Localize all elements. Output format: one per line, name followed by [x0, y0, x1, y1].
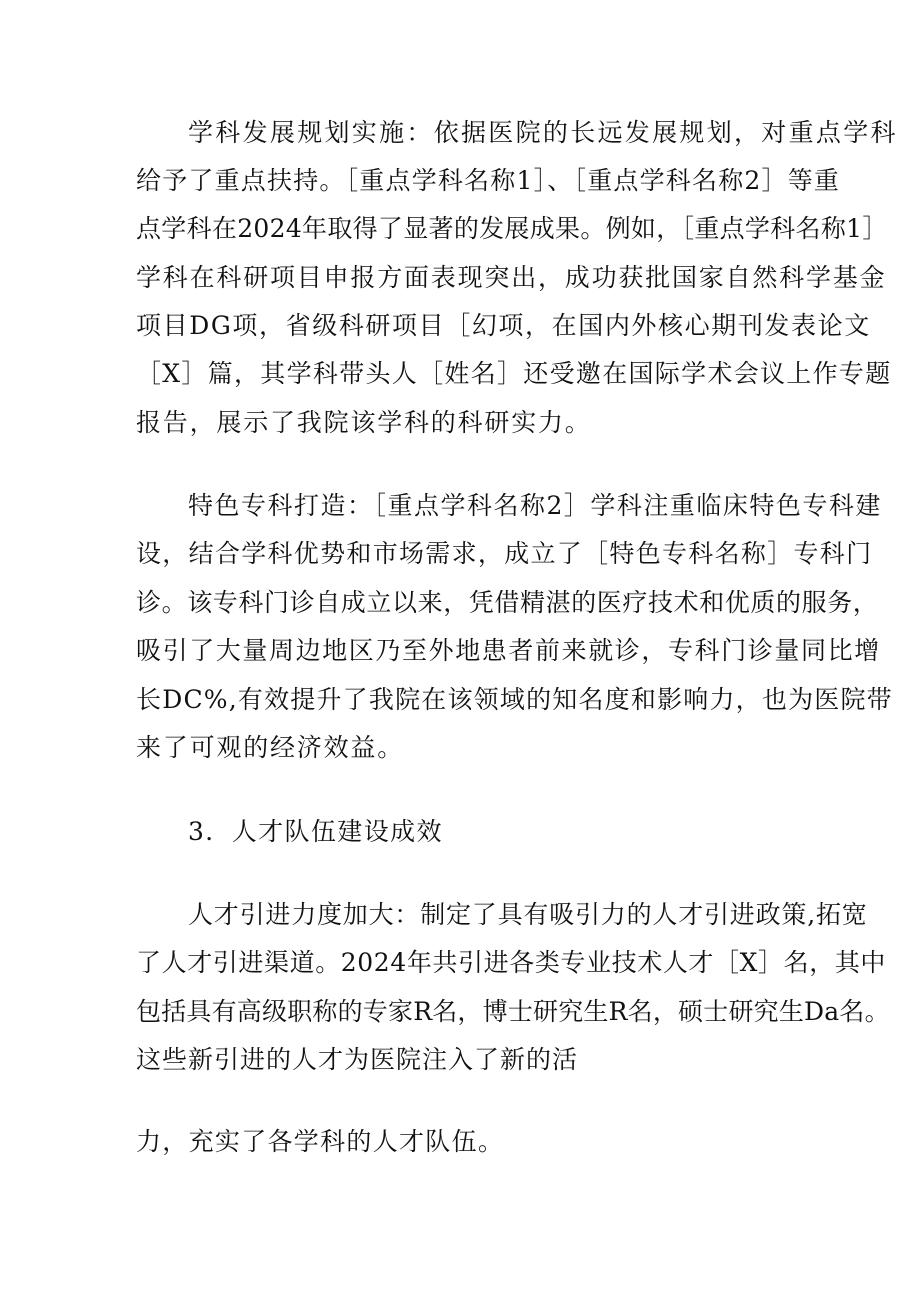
- text-line: 点学科在2024年取得了显著的发展成果。例如，［重点学科名称1］: [136, 214, 888, 243]
- text-line: 来了可观的经济效益。: [136, 733, 405, 762]
- text-line: 设，结合学科优势和市场需求，成立了［特色专科名称］专科门: [136, 539, 873, 568]
- text-line: 学科在科研项目申报方面表现突出，成功获批国家自然科学基金: [136, 263, 887, 292]
- text-line: 特色专科打造：［重点学科名称2］学科注重临床特色专科建: [188, 491, 882, 520]
- text-line: 诊。该专科门诊自成立以来，凭借精湛的医疗技术和优质的服务，: [136, 588, 879, 617]
- text-line: ［X］篇，其学科带头人［姓名］还受邀在国际学术会议上作专题: [136, 359, 892, 388]
- text-line: 了人才引进渠道。2024年共引进各类专业技术人才［X］名，其中: [136, 948, 887, 977]
- text-line: 包括具有高级职称的专家R名，博士研究生R名，硕士研究生Da名。: [136, 997, 890, 1026]
- text-line: 这些新引进的人才为医院注入了新的活: [136, 1045, 579, 1074]
- text-line: 人才引进力度加大：制定了具有吸引力的人才引进政策,拓宽: [188, 900, 868, 929]
- text-line: 吸引了大量周边地区乃至外地患者前来就诊，专科门诊量同比增: [136, 636, 881, 665]
- text-line: 报告，展示了我院该学科的科研实力。: [136, 408, 592, 437]
- text-line: 学科发展规划实施：依据医院的长远发展规划，对重点学科: [188, 118, 898, 147]
- section-heading: 3．人才队伍建设成效: [188, 817, 443, 846]
- text-line: 力，充实了各学科的人才队伍。: [136, 1127, 505, 1156]
- text-line: 项目DG项，省级科研项目［幻项，在国内外核心期刊发表论文: [136, 311, 871, 340]
- text-line: 长DC%,有效提升了我院在该领域的知名度和影响力，也为医院带: [136, 685, 893, 714]
- text-line: 给予了重点扶持。［重点学科名称1］、［重点学科名称2］等重: [136, 166, 841, 195]
